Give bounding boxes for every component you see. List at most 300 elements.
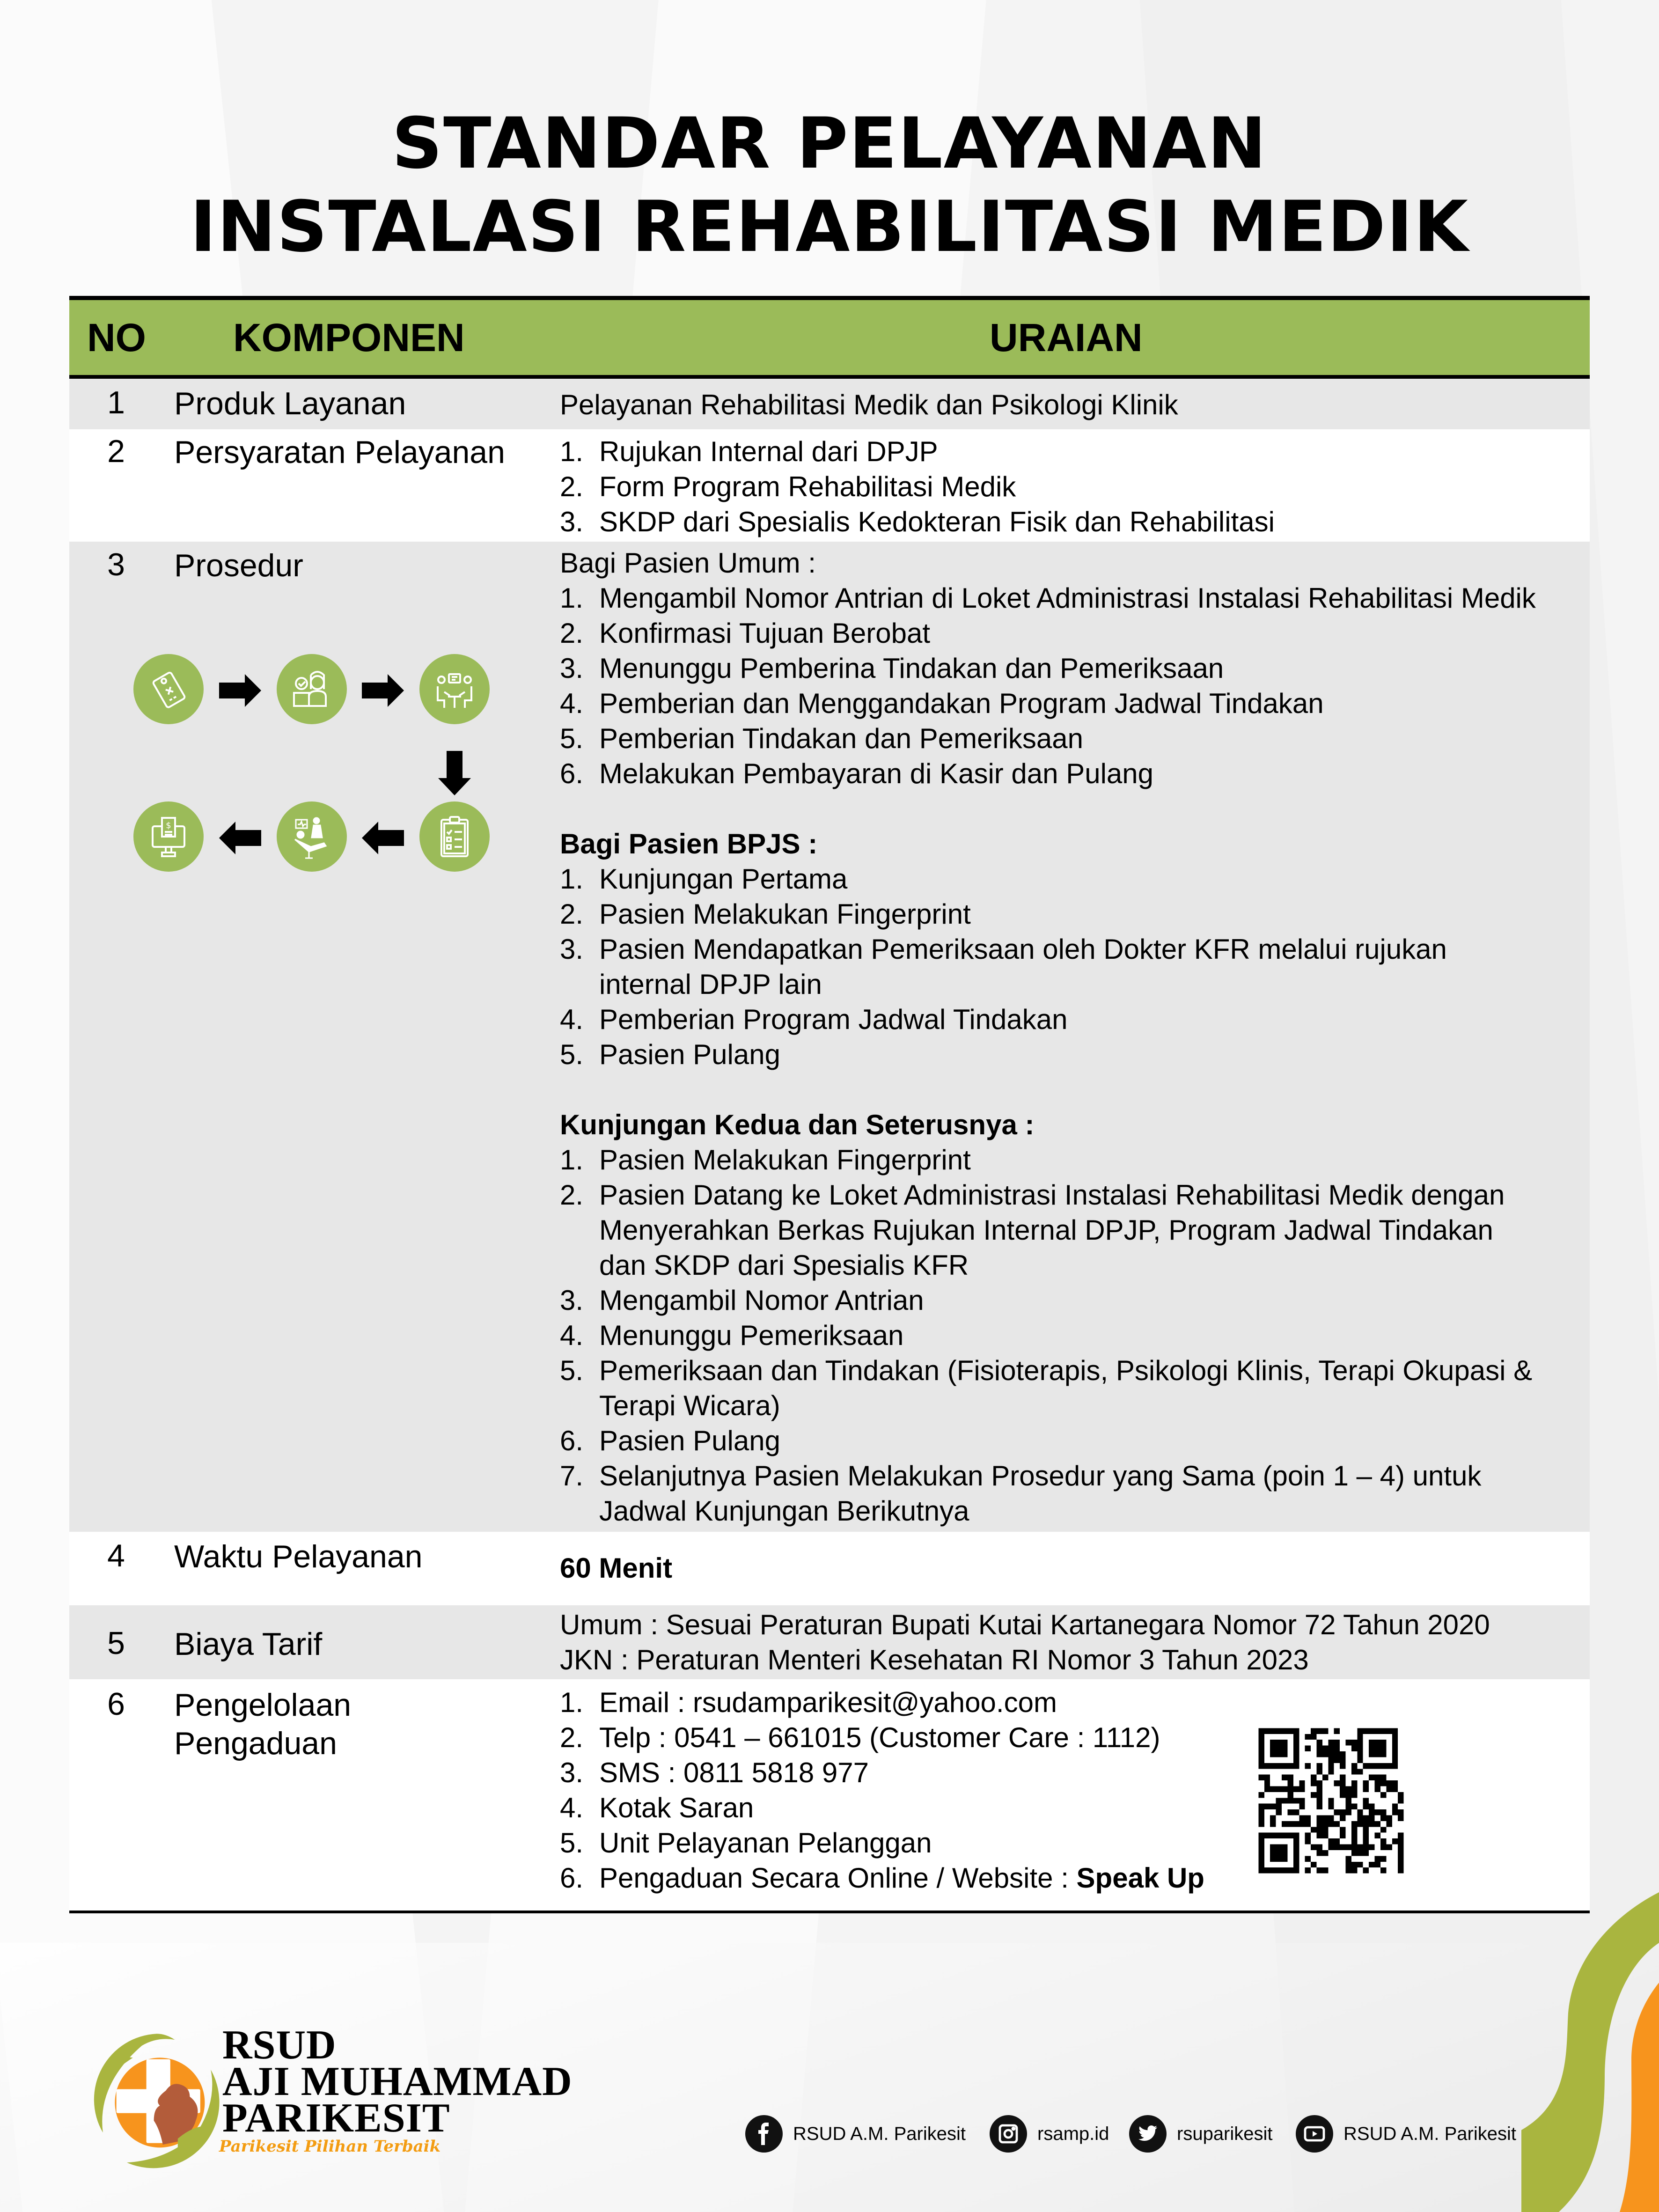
qr-module: [1369, 1740, 1374, 1745]
qr-module: [1340, 1792, 1345, 1798]
qr-module: [1282, 1856, 1287, 1861]
qr-module: [1357, 1769, 1363, 1774]
table-row-produk-layanan: [69, 379, 1590, 429]
qr-module: [1287, 1798, 1293, 1803]
qr-module: [1386, 1815, 1392, 1821]
list-item: 1. Rujukan Internal dari DPJP: [560, 436, 938, 467]
qr-module: [1305, 1734, 1311, 1740]
qr-module: [1386, 1821, 1392, 1827]
qr-module: [1386, 1728, 1392, 1734]
qr-module: [1293, 1763, 1299, 1769]
qr-module: [1392, 1740, 1398, 1745]
qr-module: [1340, 1809, 1345, 1815]
qr-module: [1311, 1775, 1316, 1780]
row-komponen: Biaya Tarif: [174, 1626, 323, 1662]
qr-module: [1363, 1838, 1369, 1844]
qr-module: [1328, 1804, 1334, 1809]
qr-module: [1386, 1780, 1392, 1786]
qr-module: [1334, 1821, 1340, 1827]
row-komponen: Prosedur: [174, 548, 303, 583]
qr-module: [1258, 1728, 1264, 1734]
svg-text:$: $: [166, 821, 171, 830]
qr-module: [1363, 1728, 1369, 1734]
qr-module: [1316, 1798, 1322, 1803]
qr-module: [1276, 1740, 1282, 1745]
row-number: 5: [107, 1625, 125, 1661]
qr-module: [1287, 1833, 1293, 1838]
qr-module: [1328, 1845, 1334, 1850]
brand-name-line-2: AJI MUHAMMAD: [222, 2059, 573, 2104]
qr-module: [1340, 1845, 1345, 1850]
section-heading-bpjs: Bagi Pasien BPJS :: [560, 828, 818, 860]
qr-module: [1316, 1827, 1322, 1832]
qr-module: [1311, 1728, 1316, 1734]
qr-module: [1340, 1780, 1345, 1786]
qr-module: [1258, 1763, 1264, 1769]
qr-module: [1346, 1845, 1351, 1850]
hospital-logo-icon: [82, 2025, 232, 2175]
qr-module: [1351, 1867, 1357, 1873]
qr-module: [1328, 1757, 1334, 1763]
qr-module: [1369, 1763, 1374, 1769]
list-item: 3. Mengambil Nomor Antrian: [560, 1285, 924, 1316]
qr-module: [1346, 1786, 1351, 1792]
qr-module: [1293, 1786, 1299, 1792]
table-row-waktu-pelayanan: [69, 1532, 1590, 1605]
qr-module: [1322, 1775, 1328, 1780]
list-item: 2. Form Program Rehabilitasi Medik: [560, 471, 1016, 502]
list-item: 2. Pasien Melakukan Fingerprint: [560, 898, 971, 930]
qr-module: [1351, 1780, 1357, 1786]
qr-module: [1375, 1780, 1380, 1786]
qr-module: [1380, 1815, 1386, 1821]
qr-module: [1380, 1809, 1386, 1815]
qr-module: [1305, 1746, 1311, 1751]
brand-name-line-3: PARIKESIT: [222, 2095, 450, 2141]
qr-module: [1293, 1862, 1299, 1867]
qr-module: [1258, 1746, 1264, 1751]
qr-module: [1311, 1845, 1316, 1850]
qr-module: [1322, 1751, 1328, 1757]
social-facebook[interactable]: [745, 2115, 966, 2153]
qr-module: [1316, 1751, 1322, 1757]
tariff-line: JKN : Peraturan Menteri Kesehatan RI Nomor 3 Tahun 2023: [560, 1644, 1309, 1676]
qr-module: [1299, 1798, 1305, 1803]
qr-code-graphic: [1253, 1722, 1409, 1879]
qr-module: [1282, 1867, 1287, 1873]
qr-module: [1270, 1740, 1276, 1745]
row-number: 3: [107, 547, 125, 582]
qr-module: [1258, 1757, 1264, 1763]
qr-module: [1293, 1821, 1299, 1827]
qr-module: [1287, 1792, 1293, 1798]
qr-module: [1311, 1862, 1316, 1867]
qr-module: [1258, 1792, 1264, 1798]
qr-module: [1305, 1838, 1311, 1844]
table-row-persyaratan: [69, 429, 1590, 542]
qr-module: [1380, 1728, 1386, 1734]
list-item: 1. Pasien Melakukan Fingerprint: [560, 1144, 971, 1176]
qr-module: [1264, 1728, 1270, 1734]
qr-module: [1357, 1751, 1363, 1757]
qr-module: [1375, 1821, 1380, 1827]
qr-module: [1276, 1833, 1282, 1838]
table-bottom-border: [69, 1911, 1590, 1913]
qr-module: [1380, 1751, 1386, 1757]
qr-module: [1270, 1728, 1276, 1734]
qr-module: [1287, 1786, 1293, 1792]
qr-module: [1276, 1809, 1282, 1815]
complaint-email: 1. Email : rsudamparikesit@yahoo.com: [560, 1687, 1057, 1718]
registration-staff-icon: [277, 654, 347, 724]
checklist-schedule-icon: [419, 801, 490, 872]
qr-module: [1380, 1775, 1386, 1780]
qr-module: [1293, 1746, 1299, 1751]
qr-module: [1311, 1792, 1316, 1798]
qr-module: [1334, 1838, 1340, 1844]
header-komponen: KOMPONEN: [233, 316, 465, 360]
qr-module: [1322, 1746, 1328, 1751]
qr-module: [1258, 1740, 1264, 1745]
arrow-right-icon: [362, 674, 404, 707]
qr-module: [1258, 1821, 1264, 1827]
qr-module: [1351, 1804, 1357, 1809]
qr-module: [1316, 1821, 1322, 1827]
qr-module: [1351, 1792, 1357, 1798]
qr-module: [1340, 1786, 1345, 1792]
qr-module: [1398, 1850, 1403, 1856]
qr-module: [1258, 1862, 1264, 1867]
row-number: 4: [107, 1538, 125, 1573]
qr-module: [1380, 1827, 1386, 1832]
arrow-left-icon: [362, 822, 404, 854]
social-label: rsuparikesit: [1177, 2123, 1273, 2144]
qr-module: [1357, 1815, 1363, 1821]
table-row-biaya-tarif: [69, 1605, 1590, 1679]
qr-module: [1276, 1850, 1282, 1856]
qr-module: [1357, 1850, 1363, 1856]
social-instagram[interactable]: [990, 2115, 1109, 2153]
service-duration: 60 Menit: [560, 1552, 673, 1584]
qr-module: [1282, 1786, 1287, 1792]
qr-module: [1375, 1856, 1380, 1861]
qr-module: [1340, 1757, 1345, 1763]
qr-module: [1282, 1821, 1287, 1827]
qr-module: [1276, 1798, 1282, 1803]
qr-module: [1270, 1821, 1276, 1827]
row-uraian: [560, 1551, 1585, 1586]
payment-cashier-icon: [133, 801, 204, 872]
qr-module: [1398, 1815, 1403, 1821]
service-standard-table: [69, 296, 1590, 1894]
qr-module: [1392, 1809, 1398, 1815]
qr-module: [1386, 1763, 1392, 1769]
qr-module: [1316, 1833, 1322, 1838]
qr-module: [1270, 1815, 1276, 1821]
table-header: [69, 296, 1590, 379]
qr-module: [1311, 1780, 1316, 1786]
qr-module: [1322, 1815, 1328, 1821]
qr-module: [1363, 1827, 1369, 1832]
qr-module: [1334, 1746, 1340, 1751]
qr-module: [1299, 1821, 1305, 1827]
qr-module: [1258, 1809, 1264, 1815]
qr-module: [1340, 1763, 1345, 1769]
qr-module: [1293, 1856, 1299, 1861]
youtube-icon: [1296, 2115, 1333, 2153]
queue-ticket-icon: [133, 654, 204, 724]
brand-name-line-1: RSUD: [222, 2022, 337, 2068]
complaint-online: 6. Pengaduan Secara Online / Website : Speak Up: [560, 1862, 1204, 1894]
qr-module: [1264, 1780, 1270, 1786]
qr-module: [1270, 1751, 1276, 1757]
qr-module: [1305, 1833, 1311, 1838]
qr-module: [1375, 1746, 1380, 1751]
row-komponen: Persyaratan Pelayanan: [174, 434, 505, 470]
qr-module: [1363, 1798, 1369, 1803]
qr-module: [1351, 1845, 1357, 1850]
qr-module: [1293, 1798, 1299, 1803]
qr-module: [1340, 1827, 1345, 1832]
qr-module: [1276, 1845, 1282, 1850]
qr-module: [1264, 1786, 1270, 1792]
qr-module: [1276, 1786, 1282, 1792]
qr-module: [1363, 1821, 1369, 1827]
qr-module: [1351, 1850, 1357, 1856]
qr-module: [1299, 1786, 1305, 1792]
row-number: 2: [107, 434, 125, 469]
qr-module: [1258, 1804, 1264, 1809]
qr-module: [1276, 1804, 1282, 1809]
list-item: 1. Kunjungan Pertama: [560, 863, 848, 895]
qr-module: [1357, 1734, 1363, 1740]
social-youtube[interactable]: [1296, 2115, 1516, 2153]
qr-module: [1363, 1833, 1369, 1838]
tariff-line: Umum : Sesuai Peraturan Bupati Kutai Kartanegara Nomor 72 Tahun 2020: [560, 1609, 1490, 1640]
qr-module: [1392, 1786, 1398, 1792]
qr-module: [1398, 1809, 1403, 1815]
qr-module: [1316, 1786, 1322, 1792]
qr-module: [1398, 1838, 1403, 1844]
qr-module: [1375, 1775, 1380, 1780]
qr-module: [1322, 1850, 1328, 1856]
brand-tagline: Parikesit Pilihan Terbaik: [219, 2137, 441, 2156]
qr-module: [1386, 1845, 1392, 1850]
qr-module: [1270, 1850, 1276, 1856]
qr-module: [1369, 1751, 1374, 1757]
list-item: 2. Konfirmasi Tujuan Berobat: [560, 617, 931, 649]
qr-module: [1334, 1845, 1340, 1850]
qr-module: [1357, 1862, 1363, 1867]
qr-module: [1346, 1862, 1351, 1867]
qr-module: [1398, 1856, 1403, 1861]
list-item: 3. Pasien Mendapatkan Pemeriksaan oleh Dokter KFR melalui rujukan internal DPJP lain: [560, 933, 1447, 1000]
qr-module: [1258, 1775, 1264, 1780]
qr-module: [1357, 1809, 1363, 1815]
qr-module: [1282, 1798, 1287, 1803]
qr-module: [1328, 1769, 1334, 1774]
qr-module: [1258, 1867, 1264, 1873]
qr-module: [1270, 1763, 1276, 1769]
qr-module: [1369, 1746, 1374, 1751]
qr-module: [1346, 1792, 1351, 1798]
qr-module: [1299, 1780, 1305, 1786]
header-no: NO: [87, 316, 146, 360]
qr-module: [1322, 1728, 1328, 1734]
qr-module: [1369, 1862, 1374, 1867]
qr-module: [1363, 1850, 1369, 1856]
qr-module: [1334, 1780, 1340, 1786]
row-uraian: [560, 387, 1585, 422]
qr-module: [1334, 1740, 1340, 1745]
qr-module: [1351, 1740, 1357, 1745]
qr-module: [1287, 1809, 1293, 1815]
facebook-icon: [745, 2115, 783, 2153]
qr-module: [1270, 1833, 1276, 1838]
qr-module: [1316, 1815, 1322, 1821]
qr-module: [1357, 1757, 1363, 1763]
qr-module: [1369, 1815, 1374, 1821]
decorative-swoosh: [1521, 1849, 1659, 2212]
qr-module: [1398, 1798, 1403, 1803]
qr-module: [1380, 1838, 1386, 1844]
list-item: 7. Selanjutnya Pasien Melakukan Prosedur yang Sama (poin 1 – 4) untuk Jadwal Kunjungan Berikutnya: [560, 1460, 1482, 1527]
qr-code[interactable]: [1253, 1722, 1409, 1879]
list-item: 4. Pemberian Program Jadwal Tindakan: [560, 1004, 1068, 1035]
arrow-left-icon: [219, 822, 261, 854]
qr-module: [1328, 1763, 1334, 1769]
row-uraian: [560, 1607, 1585, 1677]
qr-module: [1322, 1827, 1328, 1832]
social-label: rsamp.id: [1037, 2123, 1109, 2144]
qr-module: [1328, 1740, 1334, 1745]
qr-module: [1369, 1821, 1374, 1827]
qr-module: [1328, 1821, 1334, 1827]
section-heading-kunjungan-kedua: Kunjungan Kedua dan Seterusnya :: [560, 1109, 1035, 1140]
qr-module: [1392, 1780, 1398, 1786]
procedure-flow-diagram: [69, 542, 547, 916]
qr-module: [1287, 1763, 1293, 1769]
qr-module: [1316, 1763, 1322, 1769]
qr-module: [1351, 1769, 1357, 1774]
qr-module: [1258, 1833, 1264, 1838]
qr-module: [1380, 1867, 1386, 1873]
qr-module: [1380, 1780, 1386, 1786]
qr-module: [1398, 1845, 1403, 1850]
qr-module: [1346, 1856, 1351, 1861]
qr-module: [1392, 1734, 1398, 1740]
qr-module: [1334, 1728, 1340, 1734]
qr-module: [1316, 1746, 1322, 1751]
qr-module: [1363, 1786, 1369, 1792]
arrow-down-icon: [438, 751, 471, 795]
qr-module: [1282, 1845, 1287, 1850]
qr-module: [1276, 1867, 1282, 1873]
qr-module: [1357, 1821, 1363, 1827]
qr-module: [1369, 1728, 1374, 1734]
qr-module: [1305, 1815, 1311, 1821]
qr-module: [1282, 1751, 1287, 1757]
consultation-icon: [419, 654, 490, 724]
qr-module: [1316, 1867, 1322, 1873]
list-item: 6. Melakukan Pembayaran di Kasir dan Pulang: [560, 758, 1154, 789]
twitter-icon: [1129, 2115, 1167, 2153]
qr-module: [1311, 1827, 1316, 1832]
qr-module: [1351, 1833, 1357, 1838]
qr-module: [1392, 1757, 1398, 1763]
qr-module: [1282, 1728, 1287, 1734]
qr-module: [1305, 1821, 1311, 1827]
qr-module: [1398, 1862, 1403, 1867]
qr-module: [1369, 1809, 1374, 1815]
qr-module: [1351, 1763, 1357, 1769]
qr-module: [1334, 1809, 1340, 1815]
qr-module: [1357, 1728, 1363, 1734]
qr-module: [1287, 1780, 1293, 1786]
qr-module: [1363, 1845, 1369, 1850]
page-title-line-2: INSTALASI REHABILITASI MEDIK: [190, 186, 1469, 268]
qr-module: [1299, 1804, 1305, 1809]
list-item: 3. SKDP dari Spesialis Kedokteran Fisik dan Rehabilitasi: [560, 506, 1275, 537]
qr-module: [1369, 1775, 1374, 1780]
qr-module: [1375, 1728, 1380, 1734]
qr-module: [1322, 1867, 1328, 1873]
qr-module: [1287, 1728, 1293, 1734]
qr-module: [1392, 1763, 1398, 1769]
qr-module: [1293, 1757, 1299, 1763]
qr-module: [1287, 1821, 1293, 1827]
row-number: 6: [107, 1686, 125, 1722]
table-row-prosedur: [69, 542, 1590, 1532]
qr-module: [1276, 1763, 1282, 1769]
qr-module: [1316, 1740, 1322, 1745]
qr-module: [1380, 1763, 1386, 1769]
qr-module: [1363, 1804, 1369, 1809]
list-item: 6. Pasien Pulang: [560, 1425, 780, 1456]
qr-module: [1258, 1856, 1264, 1861]
qr-module: [1270, 1746, 1276, 1751]
row-uraian: [560, 545, 1585, 1529]
qr-module: [1351, 1862, 1357, 1867]
qr-module: [1270, 1856, 1276, 1861]
qr-module: [1398, 1867, 1403, 1873]
social-twitter[interactable]: [1129, 2115, 1273, 2153]
uraian-text: Pelayanan Rehabilitasi Medik dan Psikologi Klinik: [560, 389, 1178, 420]
qr-module: [1270, 1845, 1276, 1850]
qr-module: [1363, 1763, 1369, 1769]
speak-up-link[interactable]: Speak Up: [1076, 1862, 1204, 1894]
qr-module: [1293, 1867, 1299, 1873]
arrow-right-icon: [219, 674, 261, 707]
qr-module: [1293, 1833, 1299, 1838]
qr-module: [1293, 1850, 1299, 1856]
qr-module: [1282, 1740, 1287, 1745]
qr-module: [1375, 1740, 1380, 1745]
qr-module: [1293, 1740, 1299, 1745]
qr-module: [1316, 1780, 1322, 1786]
qr-module: [1264, 1775, 1270, 1780]
qr-module: [1328, 1751, 1334, 1757]
qr-module: [1340, 1751, 1345, 1757]
qr-module: [1258, 1734, 1264, 1740]
list-item: 4. Pemberian dan Menggandakan Program Jadwal Tindakan: [560, 688, 1324, 719]
qr-module: [1351, 1827, 1357, 1832]
complaint-service-unit: 5. Unit Pelayanan Pelanggan: [560, 1827, 932, 1859]
qr-module: [1386, 1786, 1392, 1792]
qr-module: [1270, 1804, 1276, 1809]
qr-module: [1363, 1867, 1369, 1873]
qr-module: [1363, 1815, 1369, 1821]
